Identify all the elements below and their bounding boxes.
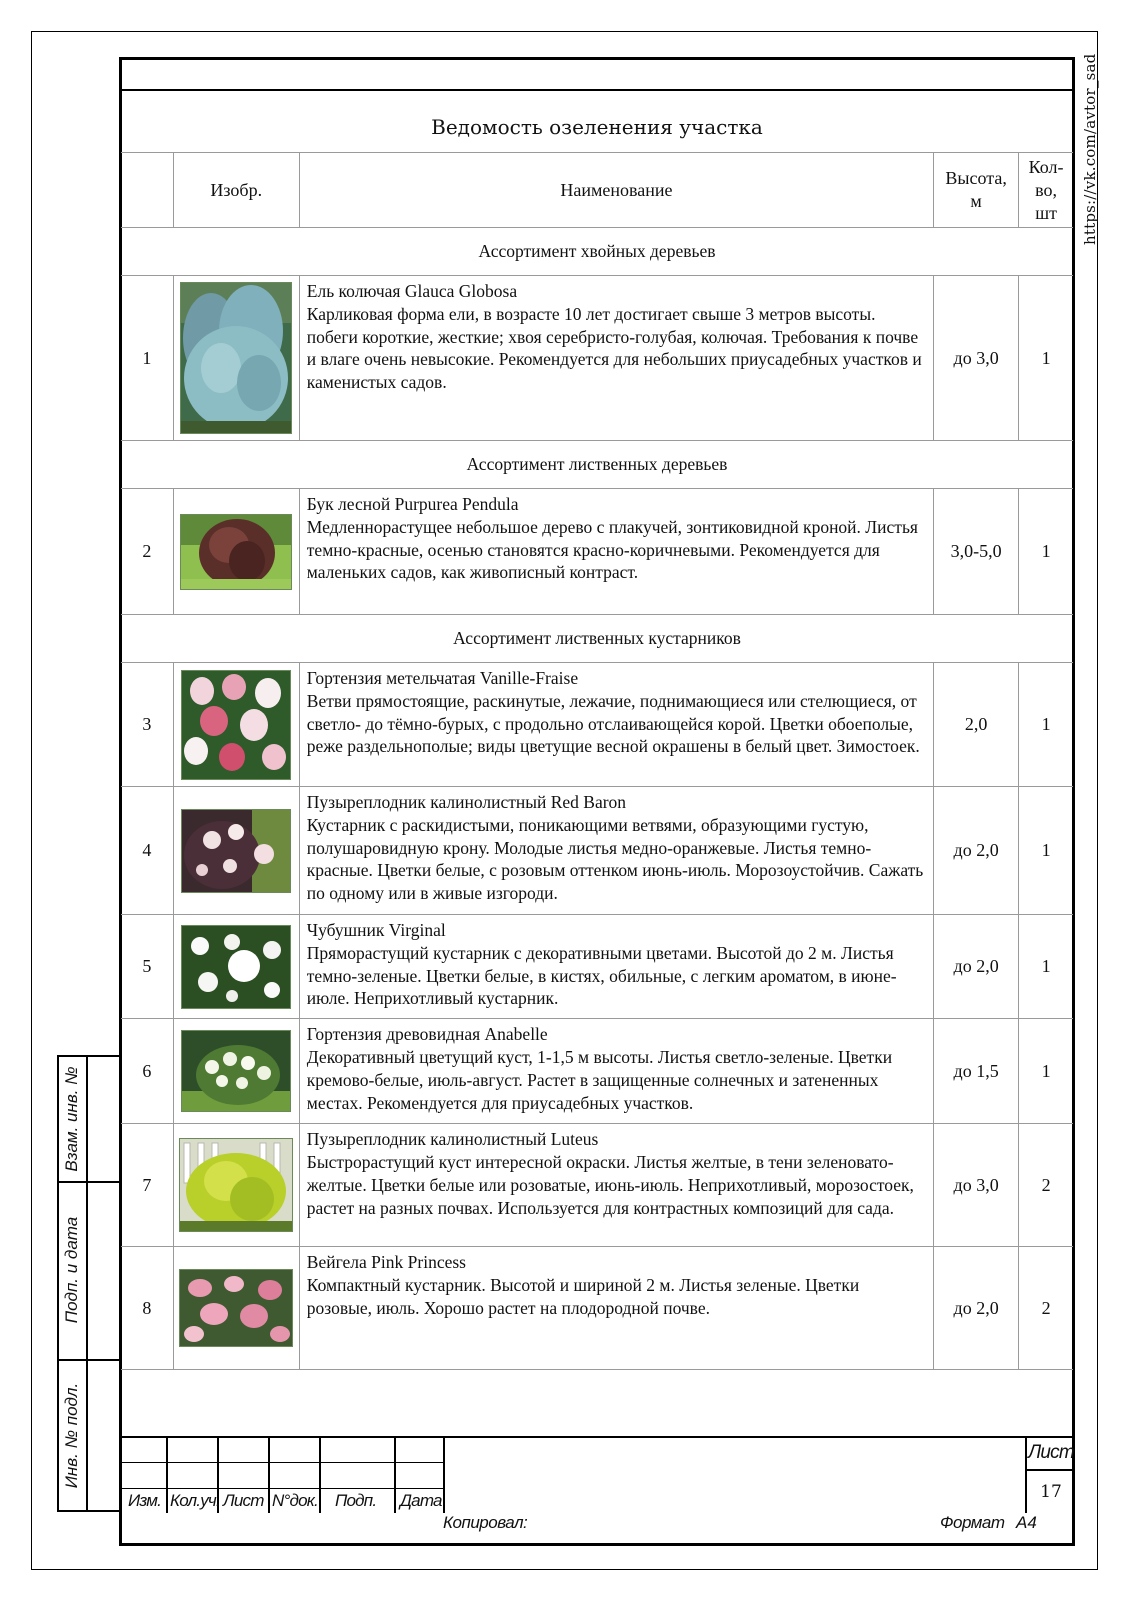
header-qty [1019,153,1073,228]
header-height [934,153,1019,228]
row-number: 7 [121,1124,173,1247]
plant-name: Вейгела Pink Princess [306,1252,466,1273]
plant-height: до 3,0 [934,276,1019,441]
plant-photo-red-baron [181,809,291,893]
greenery-table [121,152,1073,1440]
plant-description: Карликовая форма ели, в возрасте 10 лет достигает свыше 3 метров высоты. побеги короткие, жесткие; хвоя серебристо-голубая, колючая. Требования к почве и влаге очень невысокие. Рекомендуется для небольших приусадебных участков и каменистых садов. [306,303,922,393]
sheet-number-box [1025,1438,1075,1513]
plant-description: Компактный кустарник. Высотой и шириной 2 м. Листья зеленые. Цветки розовые, июль. Хорошо растет на плодородной почве. [306,1274,860,1318]
plant-qty: 1 [1019,1019,1073,1124]
header-qty-line1: Кол- [1028,156,1064,177]
header-qty-line3: шт [1035,202,1057,223]
table-header-row [121,153,1073,228]
header-num [121,153,173,228]
plant-description-cell [299,276,933,441]
grid-line [268,1438,270,1513]
grid-line [119,1462,445,1463]
plant-photo-philadelphus [181,925,291,1009]
section-row-deciduous-shrubs [121,615,1073,663]
section-title: Ассортимент лиственных деревьев [121,441,1073,489]
plant-image-cell [173,1124,299,1247]
table-row [121,276,1073,441]
tb-kol-label: Кол.уч. [170,1491,220,1510]
plant-qty: 1 [1019,276,1073,441]
footer-format-label: Формат [940,1513,1005,1532]
plant-description-cell [299,1247,933,1370]
sheet-number: 17 [1040,1482,1062,1502]
footer-format-value: А4 [1016,1513,1037,1532]
plant-qty: 1 [1019,663,1073,787]
table-row [121,915,1073,1019]
row-number: 3 [121,663,173,787]
stamp-vzam-label: Взам. инв. № [62,1066,81,1172]
header-image: Изобр. [173,153,299,228]
grid-line [119,1488,445,1489]
row-number: 5 [121,915,173,1019]
side-stamp [57,1055,119,1512]
plant-height: до 2,0 [934,787,1019,915]
plant-photo-spruce [180,282,292,434]
plant-name: Ель колючая Glauca Globosa [306,281,518,301]
plant-description: Быстрорастущий куст интересной окраски. Листья желтые, в тени зеленовато-желтые. Цветки белые или розоватые, июнь-июль. Неприхотливый, морозостоек, растет на разных почвах. Используется для контрастных композиций для сада. [306,1151,914,1218]
plant-description-cell [299,489,933,615]
plant-photo-hydrangea-vanille [181,670,291,780]
table-row [121,663,1073,787]
tb-podp-label: Подп. [335,1491,377,1510]
header-name: Наименование [299,153,933,228]
plant-height: 2,0 [934,663,1019,787]
plant-image-cell [173,489,299,615]
plant-height: до 3,0 [934,1124,1019,1247]
plant-qty: 1 [1019,787,1073,915]
table-row [121,1124,1073,1247]
section-row-deciduous-trees [121,441,1073,489]
grid-line [319,1438,321,1513]
row-number: 4 [121,787,173,915]
plant-description: Кустарник с раскидистыми, поникающими ветвями, образующими густую, полушаровидную крону. Молодые листья медно-оранжевые. Листья темно-красные. Цветки белые, с розовым оттенком июнь-июль. Морозоустойчив. Сажать по одному или в живые изгороди. [306,814,924,904]
plant-image-cell [173,663,299,787]
title-block-grid [119,1438,445,1513]
plant-name: Чубушник Virginal [306,920,446,940]
plant-photo-beech [180,514,292,590]
plant-description: Пряморастущий кустарник с декоративными цветами. Высотой до 2 м. Листья темно-зеленые. Цветки белые, в кистях, обильные, с легким ароматом, в июне-июле. Неприхотливый кустарник. [306,942,897,1009]
plant-description: Декоративный цветущий куст, 1-1,5 м высоты. Листья светло-зеленые. Цветки кремово-белые, июль-август. Растет в защищенные солнечных и затененных местах. Рекомендуется для приусадебных участков. [306,1046,893,1113]
page-title: Ведомость озеленения участка [431,115,763,139]
table-row [121,787,1073,915]
plant-name: Гортензия древовидная Anabelle [306,1024,548,1045]
plant-name: Пузыреплодник калинолистный Luteus [306,1129,599,1150]
plant-image-cell [173,787,299,915]
plant-description: Ветви прямостоящие, раскинутые, лежачие, поднимающиеся или стелющиеся, от светло- до тёмно-бурых, с продольно отслаивающейся корой. Цветки обоеполые, реже раздельнополые; виды цветущие весной окрашены в белый цвет. Зимостоек. [306,690,920,757]
plant-image-cell [173,1247,299,1370]
side-stamp-divider [86,1057,88,1510]
plant-qty: 2 [1019,1247,1073,1370]
watermark-url: https://vk.com/avtor_sad [1081,53,1099,245]
plant-image-cell [173,1019,299,1124]
footer-copied-label: Копировал: [443,1513,528,1532]
grid-line [443,1438,445,1513]
tb-data-label: Дата [400,1491,442,1510]
plant-description-cell [299,663,933,787]
plant-height: до 1,5 [934,1019,1019,1124]
plant-description-cell [299,1019,933,1124]
plant-height: до 2,0 [934,1247,1019,1370]
section-row-conifer [121,228,1073,276]
plant-description: Медленнорастущее небольшое дерево с плакучей, зонтиковидной кроной. Листья темно-красные, осенью становятся красно-коричневыми. Рекомендуется для маленьких садов, как живописный контраст. [306,516,918,583]
table-row [121,1019,1073,1124]
row-number: 1 [121,276,173,441]
top-strip [122,60,1072,91]
tb-list-label: Лист [223,1491,264,1510]
grid-line [166,1438,168,1513]
plant-qty: 2 [1019,1124,1073,1247]
sheet-label: Лист [1028,1442,1074,1463]
plant-description-cell [299,787,933,915]
plant-qty: 1 [1019,915,1073,1019]
table-row [121,489,1073,615]
plant-name: Бук лесной Purpurea Pendula [306,494,519,514]
plant-image-cell [173,915,299,1019]
stamp-podp-label: Подп. и дата [62,1216,81,1324]
tb-izm-label: Изм. [128,1491,162,1510]
plant-name: Гортензия метельчатая Vanille-Fraise [306,668,579,688]
plant-photo-luteus [179,1138,293,1232]
plant-photo-weigela [179,1269,293,1347]
section-title: Ассортимент хвойных деревьев [121,228,1073,276]
table-row [121,1247,1073,1370]
tb-ndok-label: N°док. [272,1491,318,1510]
empty-cell [121,1370,1073,1441]
title-block [119,1436,1075,1513]
plant-image-cell [173,276,299,441]
header-height-line2: м [970,191,982,211]
row-number: 6 [121,1019,173,1124]
plant-height: 3,0-5,0 [934,489,1019,615]
section-title: Ассортимент лиственных кустарников [121,615,1073,663]
plant-name: Пузыреплодник калинолистный Red Baron [306,792,627,812]
plant-photo-anabelle [181,1030,291,1112]
plant-qty: 1 [1019,489,1073,615]
sheet-box-divider [1027,1469,1075,1471]
header-qty-line2: во, [1035,179,1058,200]
plant-description-cell [299,1124,933,1247]
stamp-inv-label: Инв. № подл. [62,1382,81,1489]
plant-description-cell [299,915,933,1019]
row-number: 8 [121,1247,173,1370]
plant-height: до 2,0 [934,915,1019,1019]
row-number: 2 [121,489,173,615]
grid-line [394,1438,396,1513]
empty-row [121,1370,1073,1441]
header-height-line1: Высота, [945,168,1007,188]
